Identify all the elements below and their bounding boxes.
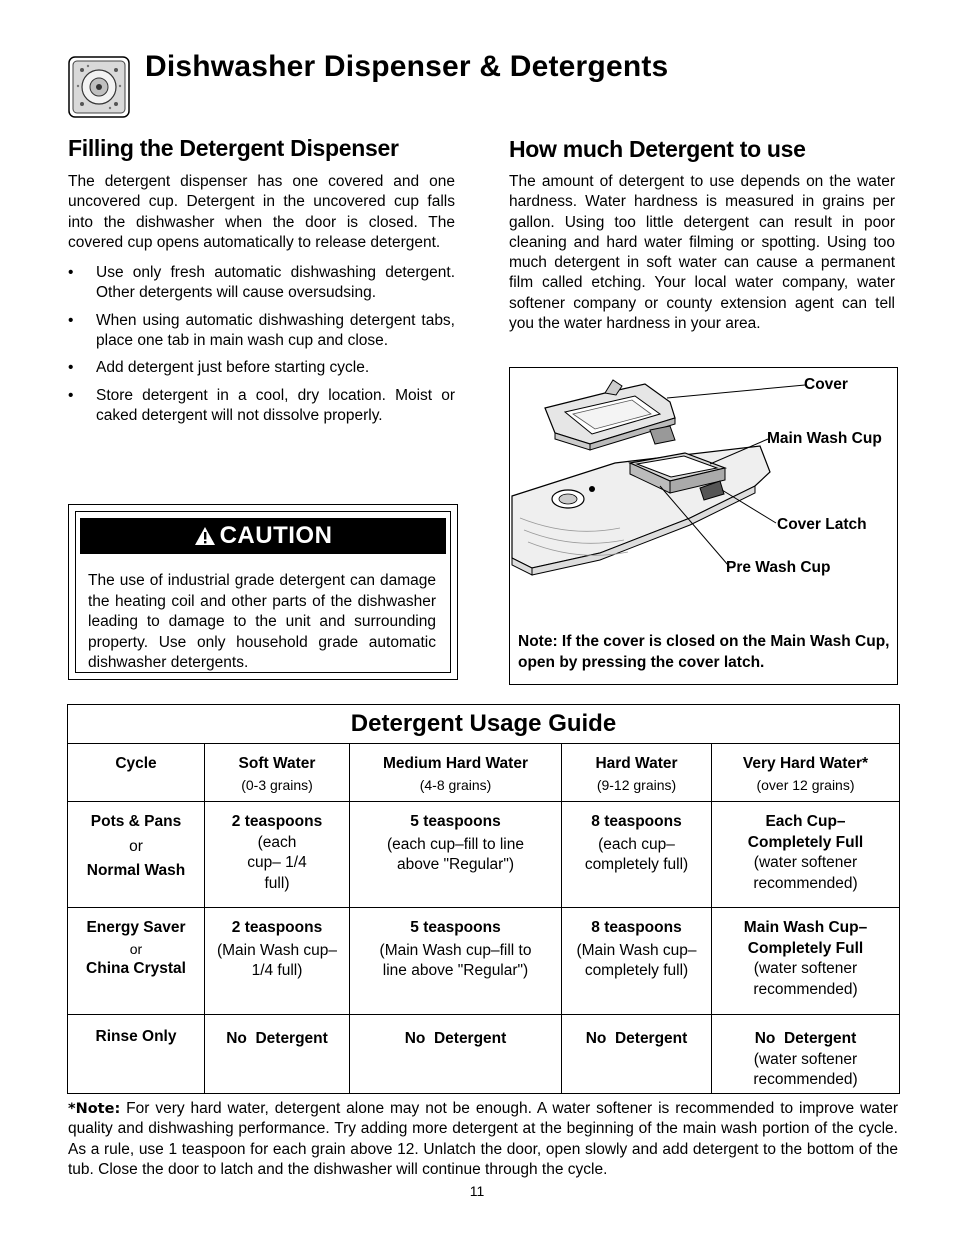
table-cell: 5 teaspoons (Main Wash cup–fill to line above "Regular") [350, 908, 562, 1015]
footnote-label: *Note: [68, 1101, 121, 1117]
header-cell: Hard Water (9-12 grains) [562, 744, 712, 802]
how-much-text: The amount of detergent to use depends on the water hardness. Water hardness is measured in grains per gallon. Using too little detergent can result in poor cleaning and hard water filming or spotting. Using too much detergent in soft water can cause a permanent film called etching. Your local water company, water softener company or county extension agent can tell you the water hardness in your area. [509, 173, 895, 333]
caution-banner [80, 518, 446, 554]
caution-label: CAUTION [219, 522, 333, 549]
table-cell: 2 teaspoons (Main Wash cup– 1/4 full) [205, 908, 350, 1015]
header-cell: Cycle [68, 744, 205, 802]
table-cell: No Detergent (water softener recommended) [712, 1015, 900, 1094]
how-much-heading: How much Detergent to use [509, 136, 806, 162]
dispenser-illustration [510, 368, 897, 618]
detergent-usage-table [67, 704, 900, 1094]
table-cell: 5 teaspoons (each cup–fill to line above "Regular") [350, 802, 562, 908]
table-cell: Main Wash Cup– Completely Full (water softener recommended) [712, 908, 900, 1015]
cover-latch-label: Cover Latch [777, 516, 867, 533]
table-cell: No Detergent [350, 1015, 562, 1094]
table-cell: 8 teaspoons (each cup– completely full) [562, 802, 712, 908]
main-wash-cup-label: Main Wash Cup [767, 430, 882, 447]
list-item: • Add detergent just before starting cycle. [68, 359, 370, 377]
how-much-section [509, 136, 895, 334]
table-title: Detergent Usage Guide [68, 705, 900, 744]
table-cell: No Detergent [205, 1015, 350, 1094]
footnote-text: For very hard water, detergent alone may not be enough. A water softener is recommended to improve water quality and dishwashing performance. Try adding more detergent at the beginning of the main wash portion of the cycle. As a rule, use 1 teaspoon for each grain above 12. Unlatch the door, open slowly and add detergent to the bottom of the tub. Close the door to latch and the dishwasher will continue through the cycle. [68, 1100, 898, 1178]
cycle-cell: Energy Saver or China Crystal [68, 908, 205, 1015]
header-cell: Medium Hard Water (4-8 grains) [350, 744, 562, 802]
footnote [68, 1099, 898, 1180]
table-row [68, 908, 900, 1015]
dispenser-diagram [509, 367, 898, 685]
header-cell: Soft Water (0-3 grains) [205, 744, 350, 802]
table-cell: Each Cup– Completely Full (water softener recommended) [712, 802, 900, 908]
table-header-row [68, 744, 900, 802]
cycle-cell: Rinse Only [68, 1015, 205, 1094]
page-title: Dishwasher Dispenser & Detergents [145, 50, 669, 83]
filling-intro: The detergent dispenser has one covered and one uncovered cup. Detergent in the uncovered cup falls into the dishwasher when the door is closed. The covered cup opens automatically to release detergent. [68, 173, 455, 251]
caution-inner-frame [75, 511, 451, 673]
filling-bullets [68, 263, 455, 426]
caution-text: The use of industrial grade detergent can damage the heating coil and other parts of the dishwasher leading to damage to the unit and surrounding property. Use only household grade automatic dishwasher detergents. [88, 572, 436, 672]
cover-label: Cover [804, 376, 848, 393]
table-cell: No Detergent [562, 1015, 712, 1094]
table-cell: 2 teaspoons (each cup– 1/4 full) [205, 802, 350, 908]
dishwasher-spray-icon [68, 56, 130, 118]
list-item: • Store detergent in a cool, dry location. Moist or caked detergent will not dissolve properly. [68, 386, 455, 424]
table-row [68, 802, 900, 908]
list-item: • Use only fresh automatic dishwashing detergent. Other detergents will cause oversudsing. [68, 264, 455, 302]
filling-section [68, 135, 455, 433]
pre-wash-cup-label: Pre Wash Cup [726, 559, 831, 576]
filling-heading: Filling the Detergent Dispenser [68, 135, 399, 161]
diagram-note: Note: If the cover is closed on the Main Wash Cup, open by pressing the cover latch. [518, 633, 890, 671]
caution-box [68, 504, 458, 680]
header-cell: Very Hard Water* (over 12 grains) [712, 744, 900, 802]
page-number: 11 [469, 1183, 485, 1199]
warning-triangle-icon [194, 526, 216, 546]
list-item: • When using automatic dishwashing detergent tabs, place one tab in main wash cup and close. [68, 311, 455, 350]
table-cell: 8 teaspoons (Main Wash cup– completely full) [562, 908, 712, 1015]
table-row [68, 1015, 900, 1094]
cycle-cell: Pots & Pans or Normal Wash [68, 802, 205, 908]
